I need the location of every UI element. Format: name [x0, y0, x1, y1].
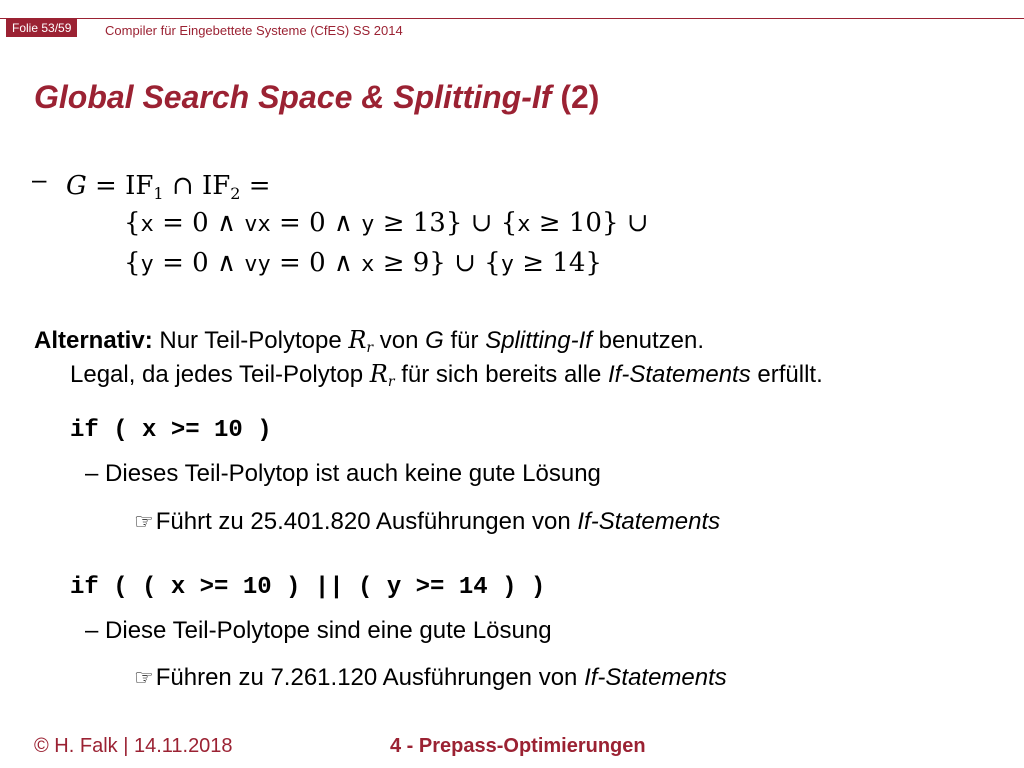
case-1-point: – Dieses Teil-Polytop ist auch keine gute Lösung [85, 460, 601, 487]
footer-author: © H. Falk | 14.11.2018 [34, 735, 233, 757]
header-rule [0, 18, 1024, 19]
alternative-label: Alternativ: [34, 327, 153, 354]
footer-chapter: 4 - Prepass-Optimierungen [390, 735, 646, 757]
slide-title [34, 79, 599, 116]
alternative-line-1: Alternativ: Nur Teil-Polytope $R_r$ von G für Splitting-If benutzen. [34, 326, 705, 356]
code-case-1: if ( x >= 10 ) [70, 417, 272, 444]
case-2-result: ☞Führen zu 7.261.120 Ausführungen von If-Statements [134, 664, 727, 691]
slide-number: Folie 53/59 [6, 19, 77, 37]
hand-pointer-icon: ☞ [134, 665, 154, 690]
formula-line-1: $G = IF_1$ ∩ $IF_2$ = [66, 171, 271, 203]
slide-title-suffix: (2) [560, 79, 600, 115]
formula-line-2: {x = 0 ∧ vx = 0 ∧ y ≥ 13} ∪ {x ≥ 10} ∪ [124, 208, 649, 238]
hand-pointer-icon: ☞ [134, 509, 154, 534]
formula-line-3: {y = 0 ∧ vy = 0 ∧ x ≥ 9} ∪ {y ≥ 14} [124, 248, 602, 278]
case-1-result: ☞Führt zu 25.401.820 Ausführungen von If-Statements [134, 508, 721, 535]
code-case-2: if ( ( x >= 10 ) || ( y >= 14 ) ) [70, 574, 546, 601]
case-2-point: – Diese Teil-Polytope sind eine gute Lösung [85, 617, 552, 644]
slide-title-main: Global Search Space & Splitting-If [34, 79, 552, 115]
formula-bullet: – [32, 164, 47, 194]
alternative-line-2: Legal, da jedes Teil-Polytop $R_r$ für sich bereits alle If-Statements erfüllt. [70, 360, 823, 390]
course-title: Compiler für Eingebettete Systeme (CfES) SS 2014 [105, 23, 403, 38]
